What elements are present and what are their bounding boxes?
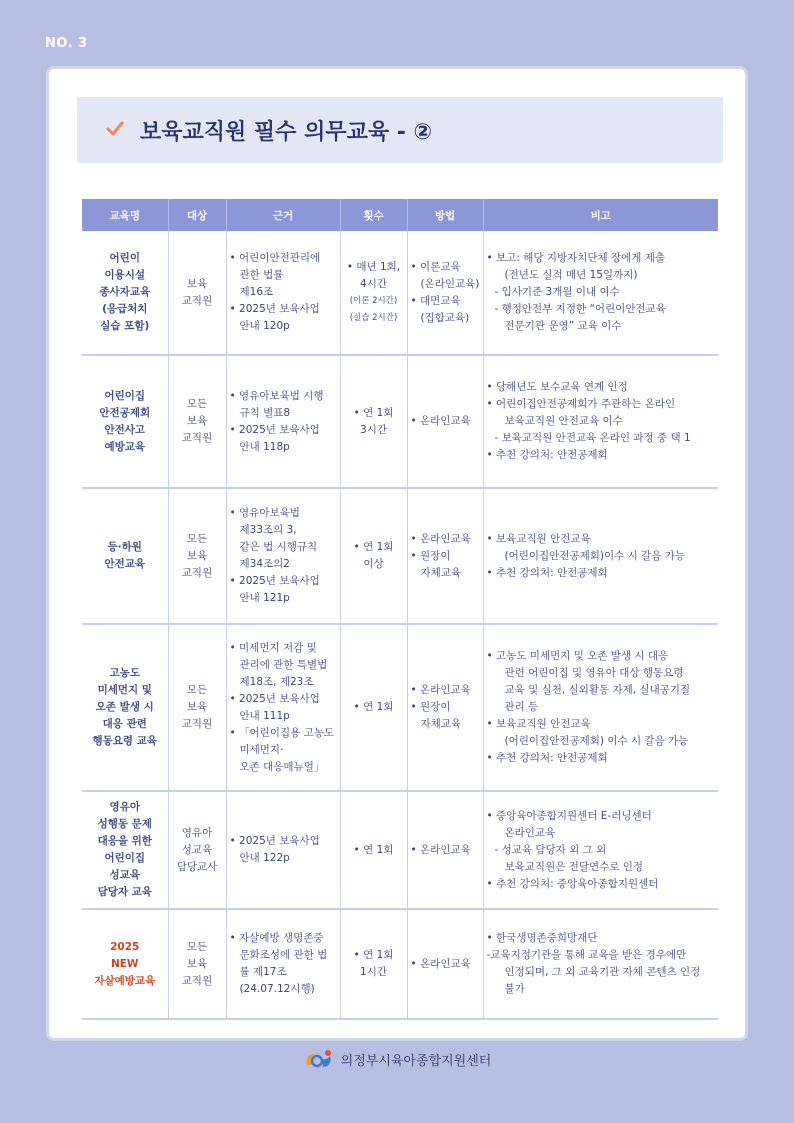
target-line: 보육 [186, 277, 208, 290]
basis-line: • 미세먼지 저감 및 [229, 641, 317, 654]
basis-line: 미세먼지· [239, 743, 284, 756]
table-header-row [82, 199, 718, 231]
table-row [82, 624, 718, 791]
freq-line: • 연 1회 [353, 541, 394, 553]
target-line: 교직원 [181, 718, 213, 730]
target-line: 교직원 [181, 294, 213, 307]
method-line: (온라인교육) [420, 277, 480, 290]
note-line: - 성교육 담당자 외 그 외 [494, 843, 607, 856]
note-line: • 당해년도 보수교육 연계 인정 [486, 381, 628, 393]
name-line: 어린이집 [104, 389, 146, 402]
method-line: • 원장이 [410, 549, 451, 562]
note-line: 보육교직원 안전교육 이수 [504, 415, 623, 427]
cell-method [407, 909, 483, 1019]
target-line: 보육 [186, 415, 208, 427]
name-line: 고농도 [109, 667, 140, 679]
name-line: 안전공제회 [99, 406, 151, 419]
footer-org-name: 의정부시육아종합지원센터 [340, 1053, 492, 1069]
method-line: • 온라인교육 [410, 532, 471, 545]
method-line: 자체교육 [420, 566, 462, 579]
basis-line: (24.07.12시행) [239, 983, 315, 995]
freq-line: • 매년 1회, [346, 260, 401, 273]
cell-name [82, 355, 168, 488]
note-line: (어린이집안전공제회) 이수 시 갈음 가능 [504, 735, 689, 747]
name-line: 미세먼지 및 [97, 684, 152, 696]
footer [0, 1046, 794, 1072]
note-line: • 추천 강의처: 중앙육아종합지원센터 [486, 877, 659, 890]
note-line: • 중앙육아종합지원센터 E-러닝센터 [486, 809, 652, 822]
note-line: - 입사기준 3개월 이내 이수 [494, 286, 620, 298]
target-line: 모든 [186, 532, 208, 545]
name-line: 안전사고 [104, 423, 146, 436]
method-line: 자체교육 [420, 718, 462, 730]
cell-target [168, 231, 226, 355]
name-line: 대응을 위한 [97, 835, 152, 847]
target-line: 모든 [186, 398, 208, 410]
cell-target [168, 791, 226, 909]
header-name: 교육명 [82, 199, 168, 231]
basis-line: • 어린이안전관리에 [229, 252, 321, 264]
header-basis: 근거 [226, 199, 340, 231]
note-line: (전년도 실적 매년 15일까지) [504, 269, 638, 281]
basis-line: 관리에 관한 특별법 [239, 658, 328, 671]
basis-line: • 영유아보육법 [229, 507, 300, 519]
note-line: 불가 [504, 983, 525, 995]
cell-target [168, 488, 226, 624]
note-line: 관리 등 [504, 701, 539, 713]
cell-name [82, 791, 168, 909]
target-line: 영유아 [181, 826, 213, 839]
note-line: • 보육교직원 안전교육 [486, 718, 591, 730]
note-line: • 고농도 미세먼지 및 오존 발생 시 대응 [486, 650, 669, 662]
cell-basis [226, 355, 340, 488]
method-line: (집합교육) [420, 311, 470, 324]
cell-freq [340, 231, 407, 355]
method-line: • 대면교육 [410, 294, 461, 307]
cell-target [168, 909, 226, 1019]
note-line: • 추천 강의처: 안전공제회 [486, 449, 608, 461]
basis-line: 제33조의 3, [239, 524, 297, 536]
cell-freq [340, 909, 407, 1019]
basis-line: • 2025년 보육사업 [229, 423, 320, 436]
cell-method [407, 791, 483, 909]
cell-name [82, 488, 168, 624]
basis-line: • 자살예방 생명존중 [229, 932, 324, 944]
table-row [82, 355, 718, 488]
note-line: • 보육교직원 안전교육 [486, 532, 591, 545]
cell-basis [226, 909, 340, 1019]
freq-line: 1시간 [360, 966, 387, 978]
name-line: 영유아 [109, 801, 140, 813]
target-line: 교직원 [181, 432, 213, 444]
method-line: • 온라인교육 [410, 957, 471, 970]
cell-basis [226, 231, 340, 355]
name-line: 담당자 교육 [97, 886, 152, 898]
name-line: 대응 관련 [102, 718, 147, 730]
name-line: 예방교육 [104, 440, 146, 453]
note-line: (어린이집안전공제회)이수 시 갈음 가능 [504, 549, 685, 562]
basis-line: 제34조의2 [239, 558, 290, 570]
basis-line: • 「어린이집용 고농도 [229, 726, 335, 739]
name-line: 성교육 [109, 869, 140, 881]
note-line: - 행정안전부 지정한 “어린이안전교육 [494, 303, 666, 315]
freq-line: 이상 [363, 558, 384, 570]
cell-freq [340, 624, 407, 791]
cell-basis [226, 488, 340, 624]
name-line: 종사자교육 [99, 286, 151, 298]
name-line: 자살예방교육 [94, 974, 156, 987]
note-line: • 어린이집안전공제회가 주관하는 온라인 [486, 398, 676, 410]
note-line: 교육 및 실천, 실외활동 자제, 실내공기질 [504, 684, 691, 696]
target-line: 모든 [186, 684, 208, 696]
basis-line: • 2025년 보육사업 [229, 303, 320, 315]
note-line: • 추천 강의처: 안전공제회 [486, 566, 608, 579]
name-line: 이용시설 [104, 269, 146, 281]
basis-line: • 2025년 보육사업 [229, 575, 320, 587]
basis-line: 오존 대응매뉴얼」 [239, 760, 325, 773]
target-line: 교직원 [181, 566, 213, 579]
note-line: • 한국생명존중희망재단 [486, 932, 598, 944]
note-line: • 보고: 해당 지방자치단체 장에게 제출 [486, 252, 666, 264]
title-box [77, 97, 723, 163]
cell-method [407, 355, 483, 488]
note-line: - 보육교직원 안전교육 온라인 과정 중 택 1 [494, 432, 691, 444]
name-line: (응급처치 [102, 303, 148, 315]
education-table [82, 199, 718, 1020]
content-card [46, 66, 748, 1041]
cell-note [483, 488, 718, 624]
freq-line: (이론 2시간) [349, 295, 398, 306]
note-line: • 추천 강의처: 안전공제회 [486, 752, 608, 764]
table-row [82, 909, 718, 1019]
freq-line: 4시간 [360, 277, 387, 290]
header-frequency: 횟수 [340, 199, 407, 231]
cell-target [168, 624, 226, 791]
check-icon [105, 118, 125, 140]
cell-name [82, 624, 168, 791]
page-number: NO. 3 [45, 36, 88, 51]
target-line: 보육 [186, 549, 208, 562]
target-line: 성교육 [181, 843, 213, 856]
freq-line: • 연 1회 [353, 949, 394, 961]
name-line: 어린이 [109, 252, 140, 264]
method-line: • 온라인교육 [410, 415, 471, 427]
basis-line: 규칙 별표8 [239, 406, 291, 419]
page-title: 보육교직원 필수 의무교육 - ② [140, 120, 433, 145]
basis-line: • 영유아보육법 시행 [229, 389, 324, 402]
basis-line: • 2025년 보육사업 [229, 835, 320, 847]
freq-line: • 연 1회 [353, 406, 394, 419]
cell-method [407, 488, 483, 624]
name-line: 어린이집 [104, 852, 146, 864]
cell-freq [340, 488, 407, 624]
cell-note [483, 231, 718, 355]
table-row [82, 488, 718, 624]
basis-line: 안내 118p [239, 440, 290, 453]
freq-line: 3시간 [360, 423, 387, 436]
header-method: 방법 [407, 199, 483, 231]
basis-line: • 2025년 보육사업 [229, 692, 320, 705]
freq-line: (실습 2시간) [349, 312, 398, 323]
header-target: 대상 [168, 199, 226, 231]
cell-method [407, 624, 483, 791]
center-logo-icon [303, 1047, 335, 1071]
cell-basis [226, 791, 340, 909]
cell-name [82, 909, 168, 1019]
note-line: 전문기관 운영” 교육 이수 [504, 320, 622, 332]
cell-note [483, 355, 718, 488]
cell-target [168, 355, 226, 488]
name-line: 2025 [110, 940, 140, 953]
target-line: 보육 [186, 957, 208, 970]
note-line: -교육지정기관을 통해 교육을 받은 경우에만 [486, 949, 687, 961]
basis-line: 관한 법률 [239, 269, 284, 281]
header-note: 비고 [483, 199, 718, 231]
cell-basis [226, 624, 340, 791]
basis-line: 문화조성에 관한 법 [239, 949, 328, 961]
method-line: • 온라인교육 [410, 843, 471, 856]
target-line: 담당교사 [176, 860, 218, 873]
name-line: 실습 포함) [100, 320, 150, 332]
name-line: 등·하원 [107, 541, 142, 553]
freq-line: • 연 1회 [353, 701, 394, 713]
name-line: NEW [110, 957, 139, 970]
freq-line: • 연 1회 [353, 843, 394, 856]
name-line: 행동요령 교육 [92, 735, 157, 747]
name-line: 성행동 문제 [97, 818, 152, 830]
cell-freq [340, 791, 407, 909]
basis-line: 제18조, 제23조 [239, 675, 314, 688]
target-line: 보육 [186, 701, 208, 713]
target-line: 모든 [186, 940, 208, 953]
cell-method [407, 231, 483, 355]
name-line: 안전교육 [104, 558, 146, 570]
basis-line: 안내 122p [239, 852, 290, 864]
basis-line: 안내 121p [239, 592, 290, 604]
cell-note [483, 791, 718, 909]
table-row [82, 791, 718, 909]
method-line: • 온라인교육 [410, 684, 471, 696]
name-line: 오존 발생 시 [95, 701, 154, 713]
basis-line: 률 제17조 [239, 966, 287, 978]
cell-freq [340, 355, 407, 488]
basis-line: 같은 법 시행규칙 [239, 541, 318, 553]
note-line: 관련 어린이집 및 영유아 대상 행동요령 [504, 667, 684, 679]
note-line: 인정되며, 그 외 교육기관 자체 콘텐츠 인정 [504, 966, 701, 978]
basis-line: 안내 111p [239, 709, 290, 722]
basis-line: 제16조 [239, 286, 274, 298]
cell-name [82, 231, 168, 355]
note-line: 보육교직원은 전달연수로 인정 [504, 860, 644, 873]
target-line: 교직원 [181, 974, 213, 987]
method-line: • 이론교육 [410, 260, 461, 273]
table-row [82, 231, 718, 355]
cell-note [483, 909, 718, 1019]
note-line: 온라인교육 [504, 826, 556, 839]
method-line: • 원장이 [410, 701, 451, 713]
basis-line: 안내 120p [239, 320, 290, 332]
cell-note [483, 624, 718, 791]
